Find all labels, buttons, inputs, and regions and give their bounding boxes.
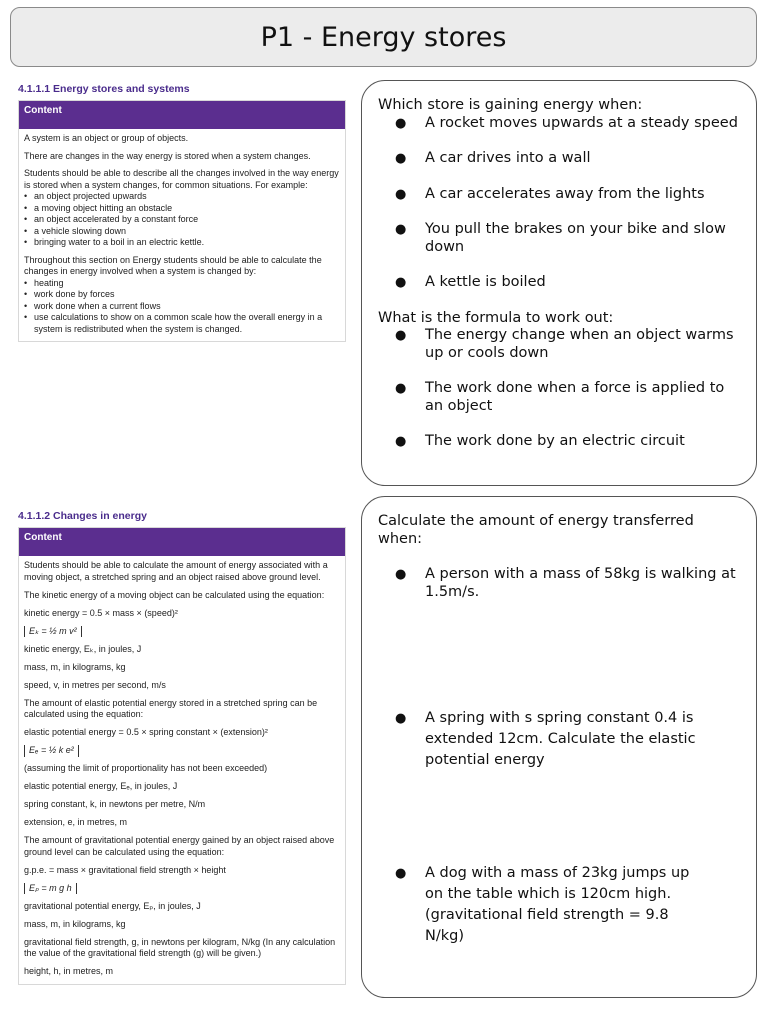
list-item: • work done when a current flows xyxy=(24,301,340,313)
question-text: The work done when a force is applied to an object xyxy=(425,380,725,414)
equation-symbolic: Eₖ = ½ m v² xyxy=(24,626,82,638)
question-list xyxy=(378,115,738,292)
spec-bullet-list xyxy=(24,278,340,336)
spec-content-body xyxy=(19,556,345,984)
question-item xyxy=(378,708,738,771)
spec-paragraph: mass, m, in kilograms, kg xyxy=(24,661,126,672)
spec-heading: 4.1.1.2 Changes in energy xyxy=(18,510,147,522)
spec-paragraph: elastic potential energy, Eₑ, in joules, J xyxy=(24,781,178,791)
question-item xyxy=(378,566,738,601)
equation-text: g.p.e. = mass × gravitational field strength × height xyxy=(24,864,226,875)
spec-paragraph: gravitational potential energy, Eₚ, in joules, J xyxy=(24,900,201,911)
spec-panel-energy-stores xyxy=(18,83,346,342)
bullet-icon: ● xyxy=(395,275,407,290)
question-item xyxy=(378,327,738,362)
bullet-icon: ● xyxy=(395,567,407,582)
list-item: • an object projected upwards xyxy=(24,191,340,203)
question-item xyxy=(378,221,738,256)
equation-text: elastic potential energy = 0.5 × spring constant × (extension)² xyxy=(24,727,268,737)
spec-table xyxy=(18,100,346,342)
equation-symbolic: Eₑ = ½ k e² xyxy=(24,745,79,757)
spec-content-body xyxy=(19,129,345,341)
spec-panel-changes-in-energy xyxy=(18,510,346,985)
question-text: The work done by an electric circuit xyxy=(425,433,685,449)
question-item xyxy=(378,380,738,415)
list-item: • bringing water to a boil in an electric kettle. xyxy=(24,237,340,249)
spec-paragraph: The kinetic energy of a moving object can be calculated using the equation: xyxy=(24,589,325,600)
list-item: • a moving object hitting an obstacle xyxy=(24,203,340,215)
spec-paragraph: There are changes in the way energy is stored when a system changes. xyxy=(24,150,311,161)
spec-table xyxy=(18,527,346,985)
bullet-icon: ● xyxy=(395,381,407,396)
bullet-icon: ● xyxy=(395,866,407,881)
bullet-icon: ● xyxy=(395,151,407,166)
question-text: A person with a mass of 58kg is walking at 1.5m/s. xyxy=(425,566,736,600)
question-text: You pull the brakes on your bike and slow down xyxy=(425,221,726,255)
equation-text: kinetic energy = 0.5 × mass × (speed)² xyxy=(24,607,178,618)
equation-symbolic: Eₚ = m g h xyxy=(24,883,77,895)
question-text: A dog with a mass of 23kg jumps up on the table which is 120cm high. (gravitational field strength = 9.8 N/kg) xyxy=(425,865,690,944)
spec-paragraph: The amount of gravitational potential energy gained by an object raised above ground level can be calculated using the equation: xyxy=(24,835,335,857)
question-list xyxy=(378,327,738,451)
list-item: • work done by forces xyxy=(24,289,340,301)
question-intro: Which store is gaining energy when: xyxy=(378,97,643,113)
question-item xyxy=(378,433,738,451)
spec-paragraph: Students should be able to describe all the changes involved in the way energy is stored when a system changes, for common situations. For example: xyxy=(24,168,339,190)
question-item xyxy=(378,863,738,947)
spec-paragraph: kinetic energy, Eₖ, in joules, J xyxy=(24,643,142,654)
question-text: A car drives into a wall xyxy=(425,150,591,166)
question-intro: What is the formula to work out: xyxy=(378,309,614,326)
spec-paragraph: extension, e, in metres, m xyxy=(24,817,128,827)
question-item xyxy=(378,115,738,133)
spec-content-header: Content xyxy=(19,528,345,556)
question-panel-stores xyxy=(361,80,757,486)
page-title: P1 - Energy stores xyxy=(260,21,507,53)
spec-paragraph: A system is an object or group of objects. xyxy=(24,133,189,143)
question-text: The energy change when an object warms up or cools down xyxy=(425,327,734,361)
spec-paragraph: Students should be able to calculate the amount of energy associated with a moving object, a stretched spring and an object raised above ground level. xyxy=(24,560,328,582)
list-item: • an object accelerated by a constant force xyxy=(24,214,340,226)
spec-paragraph: height, h, in metres, m xyxy=(24,966,114,976)
list-item: • heating xyxy=(24,278,340,290)
spec-paragraph: Throughout this section on Energy students should be able to calculate the changes in energy involved when a system is changed by: xyxy=(24,254,322,276)
spec-paragraph: mass, m, in kilograms, kg xyxy=(24,918,126,929)
bullet-icon: ● xyxy=(395,711,407,726)
list-item: • use calculations to show on a common scale how the overall energy in a system is redistributed when the system is changed. xyxy=(24,312,340,335)
question-text: A rocket moves upwards at a steady speed xyxy=(425,114,738,131)
spec-bullet-list xyxy=(24,191,340,249)
list-item: • a vehicle slowing down xyxy=(24,226,340,238)
question-item xyxy=(378,274,738,292)
question-text: A kettle is boiled xyxy=(425,274,546,290)
title-banner xyxy=(10,7,757,67)
spec-paragraph: spring constant, k, in newtons per metre, N/m xyxy=(24,799,206,809)
bullet-icon: ● xyxy=(395,434,407,449)
question-intro: Calculate the amount of energy transferred when: xyxy=(378,513,694,547)
bullet-icon: ● xyxy=(395,222,407,237)
spec-heading: 4.1.1.1 Energy stores and systems xyxy=(18,83,190,95)
bullet-icon: ● xyxy=(395,115,407,131)
question-item xyxy=(378,150,738,168)
question-list xyxy=(378,566,738,947)
spec-paragraph: speed, v, in metres per second, m/s xyxy=(24,679,166,690)
bullet-icon: ● xyxy=(395,328,407,343)
bullet-icon: ● xyxy=(395,186,407,202)
spec-paragraph: (assuming the limit of proportionality has not been exceeded) xyxy=(24,763,268,773)
spec-paragraph: gravitational field strength, g, in newtons per kilogram, N/kg (In any calculation the value of the gravitational field strength (g) will be given.) xyxy=(24,936,336,958)
question-text: A car accelerates away from the lights xyxy=(425,185,705,202)
spec-content-header: Content xyxy=(19,101,345,129)
spec-paragraph: The amount of elastic potential energy stored in a stretched spring can be calculated using the equation: xyxy=(24,697,318,719)
question-text: A spring with s spring constant 0.4 is extended 12cm. Calculate the elastic potential energy xyxy=(425,710,696,768)
question-item xyxy=(378,186,738,204)
question-panel-calculations xyxy=(361,496,757,998)
